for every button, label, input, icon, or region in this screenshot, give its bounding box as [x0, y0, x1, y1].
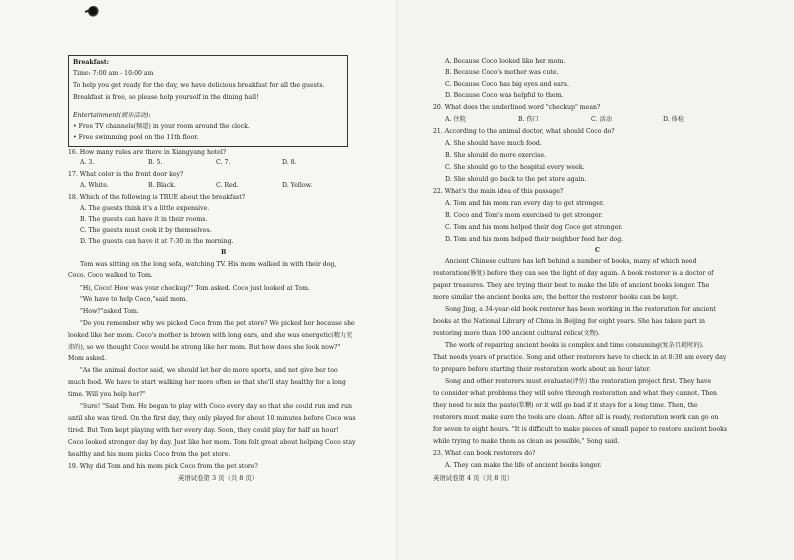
q20-stem: 20. What does the underlined word "checkup" mean? — [433, 104, 601, 111]
q17-stem: 17. What color is the front door key? — [68, 171, 184, 178]
q19-option-c: C. Because Coco has big eyes and ears. — [445, 81, 569, 88]
passage-c-line: books at the National Library of China in Beijing for eight years. She has taken part in — [433, 318, 705, 325]
entertainment-item-1: • Free TV channels(频道) in your room around the clock. — [73, 123, 250, 130]
q21-stem: 21. According to the animal doctor, what should Coco do? — [433, 128, 615, 135]
q19-option-d: D. Because Coco was helpful to them. — [445, 92, 564, 99]
passage-b-line: "How?"asked Tom. — [80, 308, 139, 315]
passage-b-line: 沛的), so we thought Coco would be strong like her mom. But how does she look now?" — [68, 344, 341, 351]
passage-b-line: "Sure! "Said Tom. He began to play with Coco every day so that she could run and run — [80, 403, 352, 410]
q20-option-b: B. 伤口 — [518, 116, 539, 123]
breakfast-time: Time: 7:00 am - 10:00 am — [73, 70, 154, 77]
passage-c-line: to consider what problems they will solve through restoration and what they cannot. Then — [433, 390, 718, 397]
q21-option-b: B. She should do more exercise. — [445, 152, 546, 159]
passage-c-line: The work of repairing ancient books is complex and time consuming(复杂且耗时的). — [445, 342, 704, 349]
passage-b-line: "Hi, Coco! How was your checkup?" Tom asked. Coco just looked at Tom. — [80, 285, 310, 292]
passage-c-line: restorers must make sure the tools are clean. After all is ready, restoration work can go on — [433, 414, 719, 421]
passage-c-line: That needs years of practice. Song and other restorers have to check in at 8:30 am every day — [433, 354, 727, 361]
section-c-heading: C — [595, 247, 600, 254]
q18-option-a: A. The guests think it's a little expensive. — [80, 205, 210, 212]
q16-option-b: B. 5. — [148, 159, 163, 166]
q23-stem: 23. What can book restorers do? — [433, 450, 536, 457]
passage-c-line: restoring more than 100 ancient cultural relics(文物). — [433, 330, 601, 337]
passage-b-line: "We have to help Coco,"said mom. — [80, 296, 188, 303]
q17-option-b: B. Black. — [148, 182, 176, 189]
q22-option-b: B. Coco and Tom's mom exercised to get stronger. — [445, 212, 603, 219]
entertainment-heading: Entertainment(娱乐活动): — [73, 112, 151, 119]
q16-option-d: D. 8. — [282, 159, 297, 166]
passage-b-line: looked like her mom. Coco's mother is brown with long ears, and she was energetic(精力充 — [68, 332, 353, 339]
q16-option-c: C. 7. — [216, 159, 231, 166]
passage-b-line: Mom asked. — [68, 355, 107, 362]
passage-c-line: they need to mix the paste(浆糊) or it will go bad if it stays for a long time. Then, the — [433, 402, 698, 409]
q17-option-a: A. White. — [80, 182, 109, 189]
q22-option-c: C. Tom and his mom helped their dog Coco get stronger. — [445, 224, 623, 231]
q16-stem: 16. How many rules are there in Xiangyang hotel? — [68, 149, 227, 156]
hotel-info-box — [68, 55, 348, 147]
q18-option-b: B. The guests can have it in their rooms. — [80, 216, 208, 223]
passage-b-line: time. Will you help her?" — [68, 391, 146, 398]
q23-option-a: A. They can make the life of ancient books longer. — [445, 462, 602, 469]
passage-c-line: paper treasures. They are trying their best to make the life of ancient books longer. The — [433, 282, 710, 289]
breakfast-intro-1: To help you get ready for the day, we have delicious breakfast for all the guests. — [73, 82, 325, 89]
passage-c-line: Ancient Chinese culture has left behind a number of books, many of which need — [445, 258, 697, 265]
entertainment-item-2: • Free swimming pool on the 11th floor. — [73, 134, 199, 141]
q19-option-b: B. Because Coco's mother was cute. — [445, 69, 559, 76]
passage-c-line: Song and other restorers must evaluate(评估) the restoration project first. They have — [445, 378, 712, 385]
ink-blot — [88, 6, 99, 17]
passage-c-line: restoration(修复) before they can see the light of day again. A book restorer is a doctor of — [433, 270, 714, 277]
breakfast-intro-2: Breakfast is free, so please help yourself in the dining hall! — [73, 94, 259, 101]
passage-b-line: tired. But Tom kept playing with her every day. Soon, they could play for half an hour! — [68, 427, 339, 434]
passage-c-line: more similar the ancient books are, the better the restorer books can be kept. — [433, 294, 679, 301]
passage-b-line: Coco. Coco walked to Tom. — [68, 272, 153, 279]
passage-c-line: for seven to eight hours. "It is difficult to make pieces of small paper to restore ancient books — [433, 426, 728, 433]
q22-option-a: A. Tom and his mom ran every day to get stronger. — [445, 200, 605, 207]
left-page-footer: 英语试卷第 3 页（共 8 页） — [178, 474, 259, 482]
q19-stem: 19. Why did Tom and his mom pick Coco from the pet store? — [68, 463, 258, 470]
q18-option-c: C. The guests must cook it by themselves. — [80, 227, 212, 234]
passage-b-line: healthy and his mom picks Coco from the pet store. — [68, 451, 231, 458]
passage-b-line: Tom was sitting on the long sofa, watching TV. His mom walked in with their dog, — [80, 261, 337, 268]
passage-b-line: until she was tired. On the first day, they only played for about 10 minutes before Coco was — [68, 415, 356, 422]
q22-option-d: D. Tom and his mom helped their neighbor feed her dog. — [445, 236, 624, 243]
q17-option-c: C. Red. — [216, 182, 239, 189]
section-b-heading: B — [221, 249, 227, 256]
q18-option-d: D. The guests can have it at 7:30 in the morning. — [80, 238, 234, 245]
q22-stem: 22. What's the main idea of this passage? — [433, 188, 564, 195]
passage-c-line: Song Jing, a 34-year-old book restorer has been working in the restoration for ancient — [445, 306, 716, 313]
right-page-footer: 英语试卷第 4 页（共 8 页） — [433, 474, 514, 482]
q20-option-a: A. 住院 — [445, 116, 466, 123]
passage-b-line: much food. We have to start walking her more often so that she'll stay healthy for a long — [68, 379, 346, 386]
passage-c-line: to prepare before starting their restoration work about an hour later. — [433, 366, 651, 373]
right-page — [397, 0, 794, 560]
q18-stem: 18. Which of the following is TRUE about the breakfast? — [68, 194, 246, 201]
q21-option-d: D. She should go back to the pet store again. — [445, 176, 587, 183]
passage-b-line: "Do you remember why we picked Coco from the pet store? We picked her because she — [80, 320, 355, 327]
q16-option-a: A. 3. — [80, 159, 95, 166]
q20-option-d: D. 体检 — [663, 116, 685, 123]
q17-option-d: D. Yellow. — [282, 182, 313, 189]
passage-c-line: while trying to make them as clean as possible," Song said. — [433, 438, 620, 445]
q21-option-a: A. She should have much food. — [445, 140, 542, 147]
q19-option-a: A. Because Coco looked like her mom. — [445, 58, 566, 65]
q20-option-c: C. 活动 — [591, 116, 612, 123]
breakfast-heading: Breakfast: — [73, 59, 110, 66]
passage-b-line: Coco looked stronger day by day. Just like her mom. Tom felt great about helping Coco stay — [68, 439, 356, 446]
passage-b-line: "As the animal doctor said, we should let her do more sports, and not give her too — [80, 367, 338, 374]
q21-option-c: C. She should go to the hospital every week. — [445, 164, 585, 171]
